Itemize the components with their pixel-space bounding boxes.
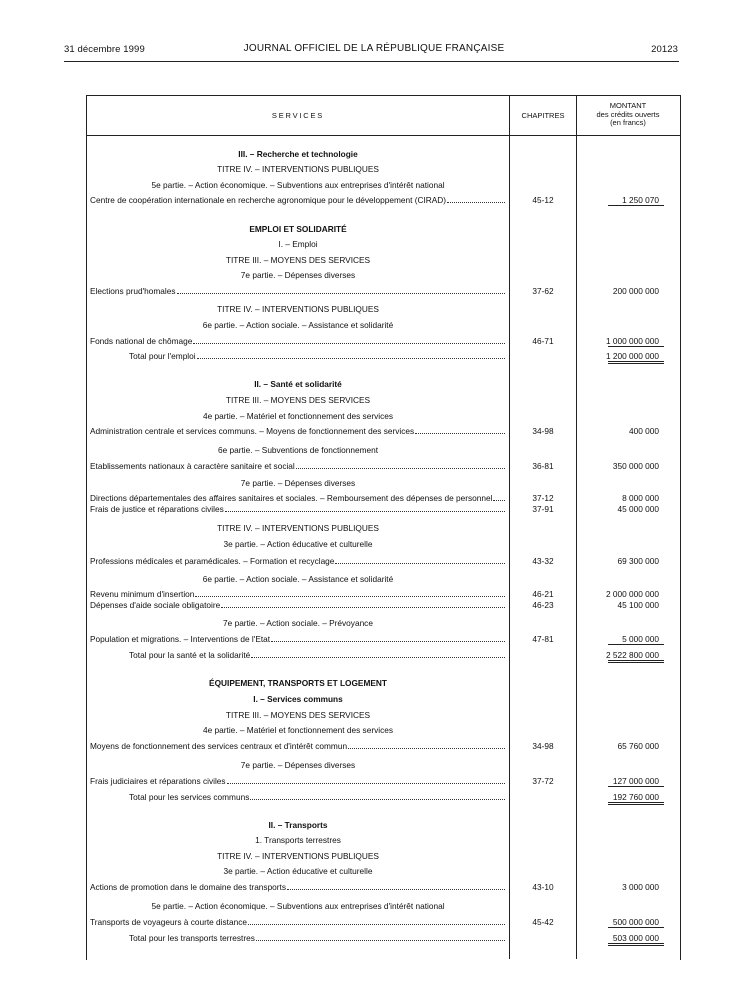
chapter-code: 37-12 (532, 493, 554, 503)
credit-amount: 1 250 070 (622, 195, 659, 205)
section-heading: 7e partie. – Dépenses diverses (240, 270, 356, 280)
total-row-label (129, 650, 505, 660)
line-item-label (90, 882, 505, 892)
credit-amount: 1 000 000 000 (605, 336, 659, 346)
chapter-code: 46-21 (532, 589, 554, 599)
total-row-label (129, 933, 505, 943)
leader-dots (195, 589, 505, 597)
header-rule (64, 61, 679, 62)
line-item-label (90, 504, 505, 514)
section-heading: III. – Recherche et technologie (238, 149, 358, 159)
leader-dots (271, 634, 505, 642)
section-heading: 7e partie. – Dépenses diverses (240, 478, 356, 488)
line-item-label (90, 634, 505, 644)
section-heading: 1. Transports terrestres (255, 835, 341, 845)
leader-dots (335, 556, 505, 564)
total-rule-top (608, 361, 664, 362)
label-text: Revenu minimum d'insertion (90, 589, 195, 599)
leader-dots (193, 336, 505, 344)
chapter-code: 46-23 (532, 600, 554, 610)
amount-underline (608, 205, 664, 206)
montant-line-3: (en francs) (610, 118, 646, 127)
total-rule-top (608, 943, 664, 944)
credit-amount: 5 000 000 (622, 634, 659, 644)
line-item-label (90, 336, 505, 346)
column-header-montant (577, 102, 679, 128)
section-heading: 3e partie. – Action éducative et culturelle (223, 539, 373, 549)
line-item-label (90, 195, 505, 205)
line-item-label (90, 600, 505, 610)
montant-line-1: MONTANT (609, 101, 647, 110)
total-amount: 503 000 000 (612, 933, 659, 943)
section-heading: I. – Services communs (253, 694, 343, 704)
label-text: Frais judiciaires et réparations civiles (90, 776, 226, 786)
chapter-code: 34-98 (532, 741, 554, 751)
line-item-label (90, 493, 505, 503)
label-text: Transports de voyageurs à courte distance (90, 917, 247, 927)
label-text: Moyens de fonctionnement des services centraux et d'intérêt commun (90, 741, 348, 751)
total-amount: 2 522 800 000 (605, 650, 659, 660)
label-text: Administration centrale et services communs. – Moyens de fonctionnement des services (90, 426, 415, 436)
amount-underline (608, 346, 664, 347)
chapter-code: 45-42 (532, 917, 554, 927)
chapter-code: 43-32 (532, 556, 554, 566)
total-rule-bottom (608, 804, 664, 805)
credit-amount: 3 000 000 (622, 882, 659, 892)
label-text: Actions de promotion dans le domaine des transports (90, 882, 287, 892)
section-heading: II. – Transports (268, 820, 328, 830)
label-text: Fonds national de chômage (90, 336, 193, 346)
leader-dots (177, 286, 505, 294)
leader-dots (248, 917, 505, 925)
leader-dots (227, 776, 505, 784)
column-header-services: SERVICES (271, 111, 325, 120)
leader-dots (493, 493, 505, 501)
leader-dots (250, 792, 505, 800)
credit-amount: 200 000 000 (612, 286, 659, 296)
label-text: Total pour la santé et la solidarité (129, 650, 251, 660)
credit-amount: 127 000 000 (612, 776, 659, 786)
section-heading: I. – Emploi (278, 239, 318, 249)
chapter-code: 45-12 (532, 195, 554, 205)
montant-line-2: des crédits ouverts (596, 109, 660, 119)
chapter-code: 37-62 (532, 286, 554, 296)
section-heading: 7e partie. – Action sociale. – Prévoyance (223, 618, 373, 628)
section-heading: 4e partie. – Matériel et fonctionnement des services (202, 411, 393, 421)
line-item-label (90, 461, 505, 471)
label-text: Total pour les transports terrestres (129, 933, 255, 943)
total-amount: 192 760 000 (612, 792, 659, 802)
section-heading: TITRE III. – MOYENS DES SERVICES (225, 710, 371, 720)
leader-dots (256, 933, 505, 941)
leader-dots (348, 741, 505, 749)
credit-amount: 45 100 000 (617, 600, 659, 610)
line-item-label (90, 426, 505, 436)
label-text: Elections prud'homales (90, 286, 176, 296)
label-text: Etablissements nationaux à caractère sanitaire et social (90, 461, 295, 471)
section-heading: 5e partie. – Action économique. – Subventions aux entreprises d'intérêt national (151, 180, 445, 190)
amount-underline (608, 786, 664, 787)
leader-dots (221, 600, 505, 608)
column-divider-services (509, 95, 510, 959)
total-rule-bottom (608, 662, 664, 663)
credit-amount: 65 760 000 (617, 741, 659, 751)
leader-dots (197, 351, 505, 359)
leader-dots (296, 461, 505, 469)
line-item-label (90, 741, 505, 751)
label-text: Total pour les services communs (129, 792, 250, 802)
chapter-code: 37-91 (532, 504, 554, 514)
credit-amount: 500 000 000 (612, 917, 659, 927)
label-text: Frais de justice et réparations civiles (90, 504, 224, 514)
label-text: Directions départementales des affaires sanitaires et sociales. – Remboursement des dépenses de personnel (90, 493, 493, 503)
amount-underline (608, 644, 664, 645)
section-heading: TITRE IV. – INTERVENTIONS PUBLIQUES (217, 304, 379, 314)
page-number: 20123 (651, 44, 678, 55)
section-heading: TITRE IV. – INTERVENTIONS PUBLIQUES (217, 851, 379, 861)
line-item-label (90, 589, 505, 599)
section-heading: 6e partie. – Subventions de fonctionnement (217, 445, 379, 455)
section-heading: ÉQUIPEMENT, TRANSPORTS ET LOGEMENT (209, 678, 387, 688)
line-item-label (90, 776, 505, 786)
credit-amount: 400 000 (629, 426, 659, 436)
section-heading: TITRE III. – MOYENS DES SERVICES (225, 395, 371, 405)
column-divider-chapitres (576, 95, 577, 959)
leader-dots (251, 650, 505, 658)
amount-underline (608, 927, 664, 928)
total-rule-bottom (608, 363, 664, 364)
section-heading: 3e partie. – Action éducative et culturelle (223, 866, 373, 876)
column-header-chapitres: CHAPITRES (521, 111, 565, 120)
section-heading: 7e partie. – Dépenses diverses (240, 760, 356, 770)
section-heading: TITRE III. – MOYENS DES SERVICES (225, 255, 371, 265)
total-rule-bottom (608, 945, 664, 946)
label-text: Total pour l'emploi (129, 351, 196, 361)
line-item-label (90, 286, 505, 296)
total-row-label (129, 351, 505, 361)
credit-amount: 69 300 000 (617, 556, 659, 566)
label-text: Population et migrations. – Interventions de l'Etat (90, 634, 271, 644)
chapter-code: 37-72 (532, 776, 554, 786)
section-heading: II. – Santé et solidarité (254, 379, 342, 389)
leader-dots (287, 882, 505, 890)
leader-dots (447, 195, 505, 203)
line-item-label (90, 917, 505, 927)
section-heading: TITRE IV. – INTERVENTIONS PUBLIQUES (217, 164, 379, 174)
total-amount: 1 200 000 000 (605, 351, 659, 361)
section-heading: TITRE IV. – INTERVENTIONS PUBLIQUES (217, 523, 379, 533)
total-row-label (129, 792, 505, 802)
header-bottom-rule (86, 135, 680, 136)
section-heading: 6e partie. – Action sociale. – Assistance et solidarité (202, 574, 394, 584)
credit-amount: 350 000 000 (612, 461, 659, 471)
leader-dots (225, 504, 505, 512)
section-heading: 5e partie. – Action économique. – Subventions aux entreprises d'intérêt national (151, 901, 445, 911)
section-heading: EMPLOI ET SOLIDARITÉ (249, 224, 347, 234)
section-heading: 4e partie. – Matériel et fonctionnement des services (202, 725, 393, 735)
credit-amount: 2 000 000 000 (605, 589, 659, 599)
total-rule-top (608, 660, 664, 661)
line-item-label (90, 556, 505, 566)
section-heading: 6e partie. – Action sociale. – Assistance et solidarité (202, 320, 394, 330)
credit-amount: 8 000 000 (622, 493, 659, 503)
chapter-code: 43-10 (532, 882, 554, 892)
chapter-code: 46-71 (532, 336, 554, 346)
label-text: Dépenses d'aide sociale obligatoire (90, 600, 221, 610)
journal-title: JOURNAL OFFICIEL DE LA RÉPUBLIQUE FRANÇAISE (243, 43, 505, 54)
credit-amount: 45 000 000 (617, 504, 659, 514)
header-date: 31 décembre 1999 (64, 44, 145, 55)
chapter-code: 36-81 (532, 461, 554, 471)
chapter-code: 47-81 (532, 634, 554, 644)
chapter-code: 34-98 (532, 426, 554, 436)
label-text: Professions médicales et paramédicales. – Formation et recyclage (90, 556, 335, 566)
label-text: Centre de coopération internationale en recherche agronomique pour le développement (CIRAD) (90, 195, 447, 205)
total-rule-top (608, 802, 664, 803)
leader-dots (415, 426, 505, 434)
